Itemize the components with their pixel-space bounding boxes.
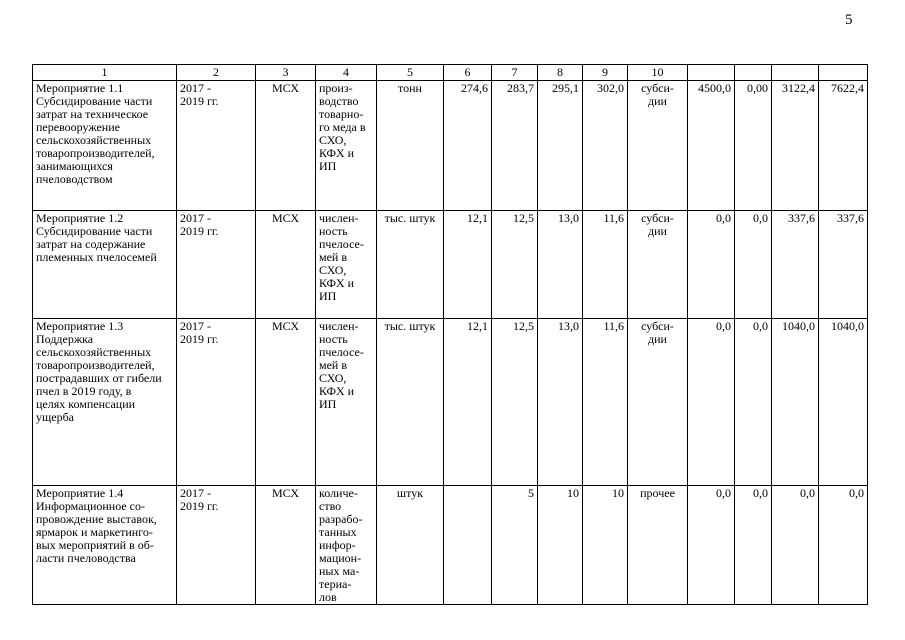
column-number: 5 [377, 65, 444, 81]
column-number: 8 [538, 65, 583, 81]
column-number: 10 [628, 65, 688, 81]
measure-name-cell-line: Поддержка [36, 331, 94, 346]
value-2019-cell: 11,6 [583, 211, 628, 319]
page-number: 5 [845, 12, 853, 28]
indicator-cell-line: го меда в [319, 119, 366, 134]
indicator-cell-line: пчелосе- [319, 344, 364, 359]
funding-source-cell-line: субси- [641, 319, 674, 333]
indicator-cell-line: мацион- [319, 550, 362, 565]
funding-cell-3: 3122,4 [772, 81, 819, 211]
measure-name-cell-line: пострадавших от гибели [36, 370, 162, 385]
indicator-cell-line: мей в [319, 357, 348, 372]
period-cell-line: 2017 - [180, 211, 211, 225]
funding-cell-3: 0,0 [772, 486, 819, 605]
measure-name-cell-line: затрат на содержание [36, 236, 146, 251]
measure-name-cell [33, 81, 177, 211]
indicator-cell [316, 486, 377, 605]
funding-cell-2: 0,0 [735, 211, 772, 319]
measure-name-cell-line: пчеловодством [36, 171, 113, 186]
value-2019-cell: 11,6 [583, 319, 628, 486]
unit-cell: тыс. штук [377, 211, 444, 319]
value-2016-cell [444, 486, 492, 605]
period-cell-line: 2019 гг. [180, 93, 219, 108]
funding-source-cell [628, 319, 688, 486]
period-cell-line: 2017 - [180, 319, 211, 333]
indicator-cell-line: инфор- [319, 537, 356, 552]
measure-name-cell-line: сельскохозяйственных [36, 344, 152, 359]
executor-cell: МСХ [256, 81, 316, 211]
executor-cell: МСХ [256, 319, 316, 486]
column-number [735, 65, 772, 81]
measure-name-cell-line: Мероприятие 1.1 [36, 81, 124, 95]
indicator-cell-line: ИП [319, 288, 337, 303]
indicator-cell-line: ных ма- [319, 563, 360, 578]
indicator-cell-line: КФХ и [319, 383, 355, 398]
measure-name-cell-line: целях компенсации [36, 396, 136, 411]
funding-cell-4: 0,0 [819, 486, 868, 605]
measure-name-cell-line: пчел в 2019 году, в [36, 383, 132, 398]
funding-source-cell-line: дии [648, 93, 667, 108]
column-number: 2 [177, 65, 256, 81]
column-number: 7 [492, 65, 538, 81]
funding-cell-2: 0,0 [735, 319, 772, 486]
value-2017-cell: 283,7 [492, 81, 538, 211]
executor-cell: МСХ [256, 486, 316, 605]
indicator-cell [316, 81, 377, 211]
column-number: 1 [33, 65, 177, 81]
indicator-cell-line: лов [319, 589, 337, 604]
measures-table [32, 64, 868, 605]
table-row [33, 81, 868, 211]
funding-source-cell-line: дии [648, 331, 667, 346]
indicator-cell-line: числен- [319, 211, 359, 225]
value-2018-cell: 10 [538, 486, 583, 605]
period-cell-line: 2017 - [180, 486, 211, 500]
period-cell [177, 81, 256, 211]
value-2019-cell: 302,0 [583, 81, 628, 211]
measure-name-cell [33, 486, 177, 605]
measure-name-cell-line: ласти пчеловодства [36, 550, 136, 565]
table-row [33, 211, 868, 319]
funding-cell-1: 0,0 [688, 319, 735, 486]
period-cell-line: 2019 гг. [180, 498, 219, 513]
value-2016-cell: 274,6 [444, 81, 492, 211]
funding-source-cell [628, 486, 688, 605]
measure-name-cell [33, 319, 177, 486]
indicator-cell-line: мей в [319, 249, 348, 264]
value-2018-cell: 295,1 [538, 81, 583, 211]
measure-name-cell-line: Субсидирование части [36, 223, 153, 238]
value-2017-cell: 12,5 [492, 319, 538, 486]
measure-name-cell-line: товаропроизводителей, [36, 145, 155, 160]
indicator-cell-line: произ- [319, 81, 353, 95]
value-2016-cell: 12,1 [444, 211, 492, 319]
column-number: 9 [583, 65, 628, 81]
indicator-cell-line: пчелосе- [319, 236, 364, 251]
indicator-cell-line: разрабо- [319, 511, 363, 526]
measure-name-cell-line: Субсидирование части [36, 93, 153, 108]
value-2016-cell: 12,1 [444, 319, 492, 486]
indicator-cell-line: ность [319, 223, 348, 238]
funding-source-cell-line: дии [648, 223, 667, 238]
indicator-cell-line: СХО, [319, 262, 347, 277]
unit-cell: штук [377, 486, 444, 605]
column-number [772, 65, 819, 81]
value-2018-cell: 13,0 [538, 319, 583, 486]
indicator-cell-line: водство [319, 93, 359, 108]
funding-cell-1: 4500,0 [688, 81, 735, 211]
indicator-cell-line: товарно- [319, 106, 364, 121]
funding-cell-1: 0,0 [688, 486, 735, 605]
indicator-cell-line: ство [319, 498, 342, 513]
measure-name-cell-line: занимающихся [36, 158, 113, 173]
value-2019-cell: 10 [583, 486, 628, 605]
indicator-cell [316, 319, 377, 486]
funding-source-cell [628, 81, 688, 211]
funding-source-cell-line: субси- [641, 211, 674, 225]
period-cell-line: 2019 гг. [180, 331, 219, 346]
funding-source-cell [628, 211, 688, 319]
funding-source-cell-line: прочее [640, 486, 675, 500]
value-2018-cell: 13,0 [538, 211, 583, 319]
column-number-row [33, 65, 868, 81]
funding-cell-3: 337,6 [772, 211, 819, 319]
indicator-cell [316, 211, 377, 319]
table-row [33, 319, 868, 486]
measure-name-cell-line: вых мероприятий в об- [36, 537, 154, 552]
indicator-cell-line: ИП [319, 396, 337, 411]
funding-cell-3: 1040,0 [772, 319, 819, 486]
period-cell-line: 2019 гг. [180, 223, 219, 238]
period-cell [177, 211, 256, 319]
funding-cell-4: 1040,0 [819, 319, 868, 486]
indicator-cell-line: СХО, [319, 132, 347, 147]
measure-name-cell-line: племенных пчелосемей [36, 249, 157, 264]
table-row [33, 486, 868, 605]
value-2017-cell: 5 [492, 486, 538, 605]
column-number: 6 [444, 65, 492, 81]
measure-name-cell-line: Мероприятие 1.3 [36, 319, 124, 333]
period-cell [177, 486, 256, 605]
funding-cell-2: 0,00 [735, 81, 772, 211]
measure-name-cell-line: Мероприятие 1.2 [36, 211, 124, 225]
period-cell-line: 2017 - [180, 81, 211, 95]
funding-cell-1: 0,0 [688, 211, 735, 319]
funding-cell-4: 7622,4 [819, 81, 868, 211]
column-number: 3 [256, 65, 316, 81]
period-cell [177, 319, 256, 486]
measure-name-cell-line: Мероприятие 1.4 [36, 486, 124, 500]
indicator-cell-line: числен- [319, 319, 359, 333]
unit-cell: тыс. штук [377, 319, 444, 486]
column-number: 4 [316, 65, 377, 81]
measure-name-cell-line: сельскохозяйственных [36, 132, 152, 147]
measure-name-cell-line: Информационное со- [36, 498, 146, 513]
funding-source-cell-line: субси- [641, 81, 674, 95]
column-number [819, 65, 868, 81]
funding-cell-2: 0,0 [735, 486, 772, 605]
measure-name-cell-line: перевооружение [36, 119, 120, 134]
column-number [688, 65, 735, 81]
executor-cell: МСХ [256, 211, 316, 319]
measure-name-cell-line: затрат на техническое [36, 106, 149, 121]
measure-name-cell-line: ярмарок и маркетинго- [36, 524, 153, 539]
unit-cell: тонн [377, 81, 444, 211]
indicator-cell-line: танных [319, 524, 357, 539]
funding-cell-4: 337,6 [819, 211, 868, 319]
measure-name-cell-line: провождение выставок, [36, 511, 157, 526]
indicator-cell-line: КФХ и [319, 145, 355, 160]
indicator-cell-line: ность [319, 331, 348, 346]
indicator-cell-line: КФХ и [319, 275, 355, 290]
value-2017-cell: 12,5 [492, 211, 538, 319]
indicator-cell-line: ИП [319, 158, 337, 173]
measure-name-cell [33, 211, 177, 319]
indicator-cell-line: териа- [319, 576, 352, 591]
measure-name-cell-line: ущерба [36, 409, 74, 424]
indicator-cell-line: СХО, [319, 370, 347, 385]
measure-name-cell-line: товаропроизводителей, [36, 357, 155, 372]
indicator-cell-line: количе- [319, 486, 358, 500]
